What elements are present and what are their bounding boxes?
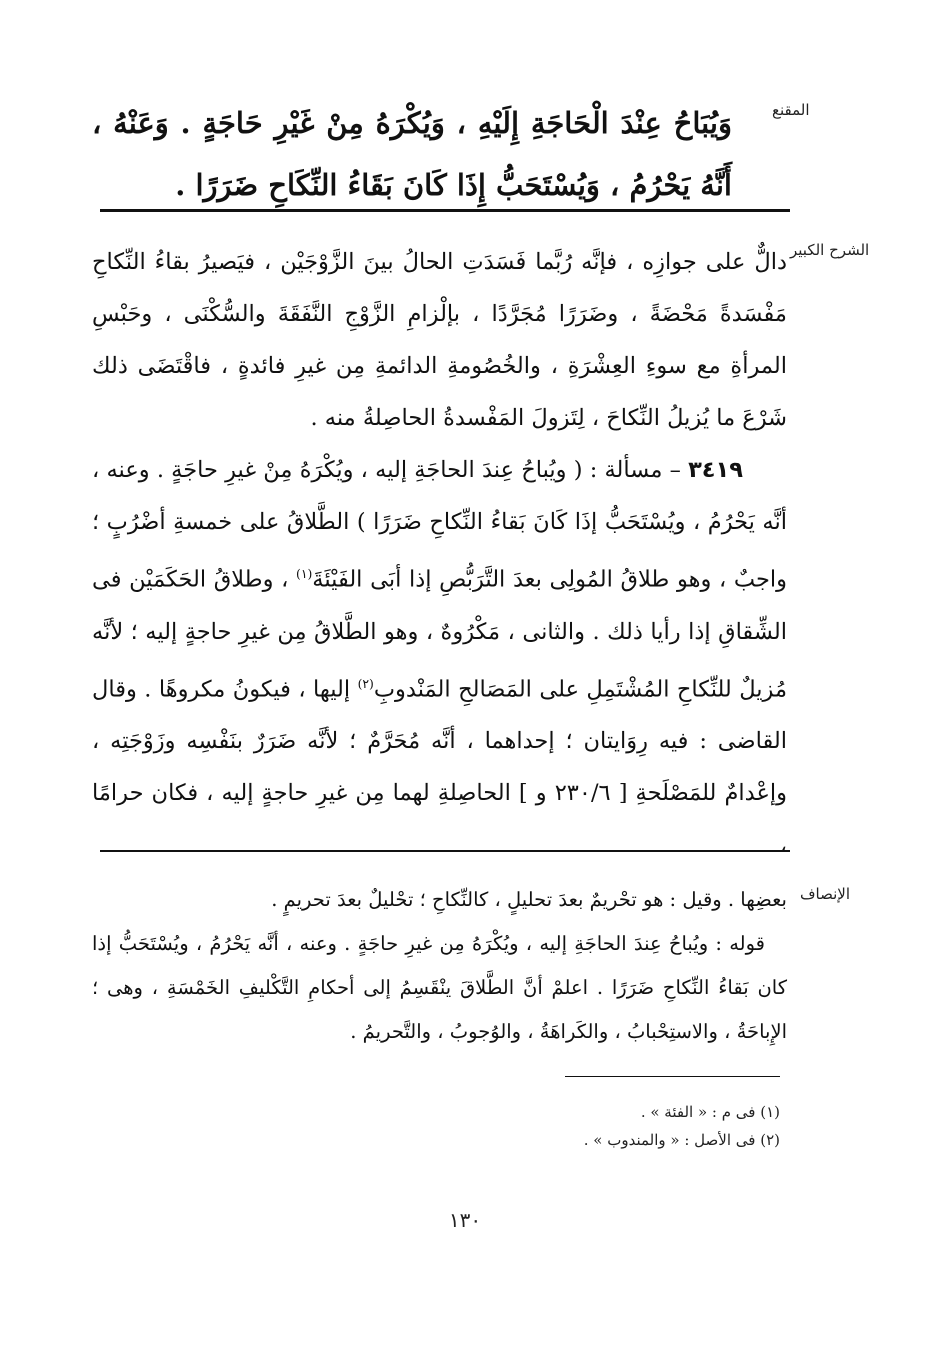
footnotes	[440, 1098, 780, 1154]
footnote-separator	[565, 1076, 780, 1077]
insaf-paragraph-1: بعضِها . وقيل : هو تحْريمٌ بعدَ تحليلٍ ، كالنِّكاحِ ؛ تحْليلٌ بعدَ تحريمٍ .	[271, 888, 787, 911]
sharh-paragraph-2	[92, 444, 787, 871]
footnote-1: (١) فى م : « الفئة » .	[640, 1103, 780, 1121]
footnote-ref-1: (١)	[296, 567, 313, 581]
muqni-divider	[100, 209, 790, 212]
muqni-section-label: المقنع	[772, 101, 810, 119]
sharh-section-label: الشرح الكبير	[790, 241, 870, 259]
insaf-text	[92, 878, 787, 1054]
page-number: ١٣٠	[448, 1208, 482, 1232]
issue-number: ٣٤١٩	[688, 457, 743, 483]
sharh-paragraph-2-part-1: – مسألة : ( ويُباحُ عِندَ الحاجَةِ إليه ، ويُكْرَهُ مِنْ غيرِ حاجَةٍ . وعنه ، أنَّه يَحْرُمُ ، ويُسْتَحَبُّ إذَا كَانَ بَقاءُ النِّكاحِ ضَرَرًا ) الطَّلاقُ على خمسةِ أضْرُبٍ ؛ واجبٌ ، وهو طلاقُ المُولِى بعدَ التَّرَبُّصِ إذا أبَى الفَيْئَةَ	[92, 457, 787, 593]
muqni-paragraph: وَيُبَاحُ عِنْدَ الْحَاجَةِ إِلَيْهِ ، وَيُكْرَهُ مِنْ غَيْرِ حَاجَةٍ . وَعَنْهُ ، أَنَّهُ يَحْرُمُ ، وَيُسْتَحَبُّ إِذَا كَانَ بَقَاءُ النِّكَاحِ ضَرَرًا .	[92, 106, 732, 202]
sharh-paragraph-2-part-2: ، وطلاقُ الحَكَمَيْن فى الشِّقاقِ إذا رأيا ذلك . والثانى ، مَكْرُوهٌ ، وهو الطَّلاقُ مِن غيرِ حاجةٍ إليه ؛ لأنَّه مُزيلٌ للنِّكاحِ المُشْتَمِلِ على المَصَالحِ المَنْدوبِ	[92, 566, 787, 702]
muqni-text	[92, 92, 732, 216]
sharh-paragraph-1: دالٌّ على جوازِه ، فإنَّه رُبَّما فَسَدَتِ الحالُ بينَ الزَّوْجَيْن ، فيَصيرُ بقاءُ النِّكاحِ مَفْسَدةً مَحْضَةً ، وضَرَرًا مُجَرَّدًا ، بإلْزامِ الزَّوْجِ النَّفَقَةَ والسُّكْنَى ، وحَبْسِ المرأةِ مع سوءِ العِشْرَةِ ، والخُصُومةِ الدائمةِ مِن غيرِ فائدةٍ ، فاقْتَضَى ذلك شَرْعَ ما يُزيلُ النِّكاحَ ، لِتَزولَ المَفْسدةُ الحاصِلةُ منه .	[92, 249, 787, 431]
sharh-text	[92, 236, 787, 871]
footnote-ref-2: (٢)	[357, 676, 374, 691]
insaf-paragraph-2: قوله : ويُباحُ عِندَ الحاجَةِ إليه ، ويُكْرَهُ مِن غيرِ حاجَةٍ . وعنه ، أنَّه يَحْرُمُ ، ويُسْتَحَبُّ إذا كان بَقاءُ النِّكاحِ ضَرَرًا . اعلمْ أنَّ الطَّلاقَ ينْقَسِمُ إلى أحكامِ التَّكْليفِ الخَمْسَةِ ، وهى ؛ الإِباحَةُ ، والاستِحْبابُ ، والكَراهَةُ ، والوُجوبُ ، والتَّحريمُ .	[92, 932, 787, 1043]
insaf-section-label: الإنصاف	[800, 885, 851, 903]
footnote-2: (٢) فى الأصل : « والمندوب » .	[583, 1131, 780, 1149]
sharh-divider	[100, 850, 790, 852]
sharh-paragraph-2-part-3: إليها ، فيكونُ مكروهًا . وقال القاضى : فيه رِوَايتان ؛ إحداهما ، أنَّه مُحَرَّمٌ ؛ لأنَّه ضَرَرٌ بنَفْسِه وزَوْجَتِه ، وإعْدامٌ للمَصْلَحةِ [ ٢٣٠/٦ و ] الحاصِلةِ لهما مِن غيرِ حاجةٍ إليه ، فكان حرامًا ،	[92, 676, 787, 858]
